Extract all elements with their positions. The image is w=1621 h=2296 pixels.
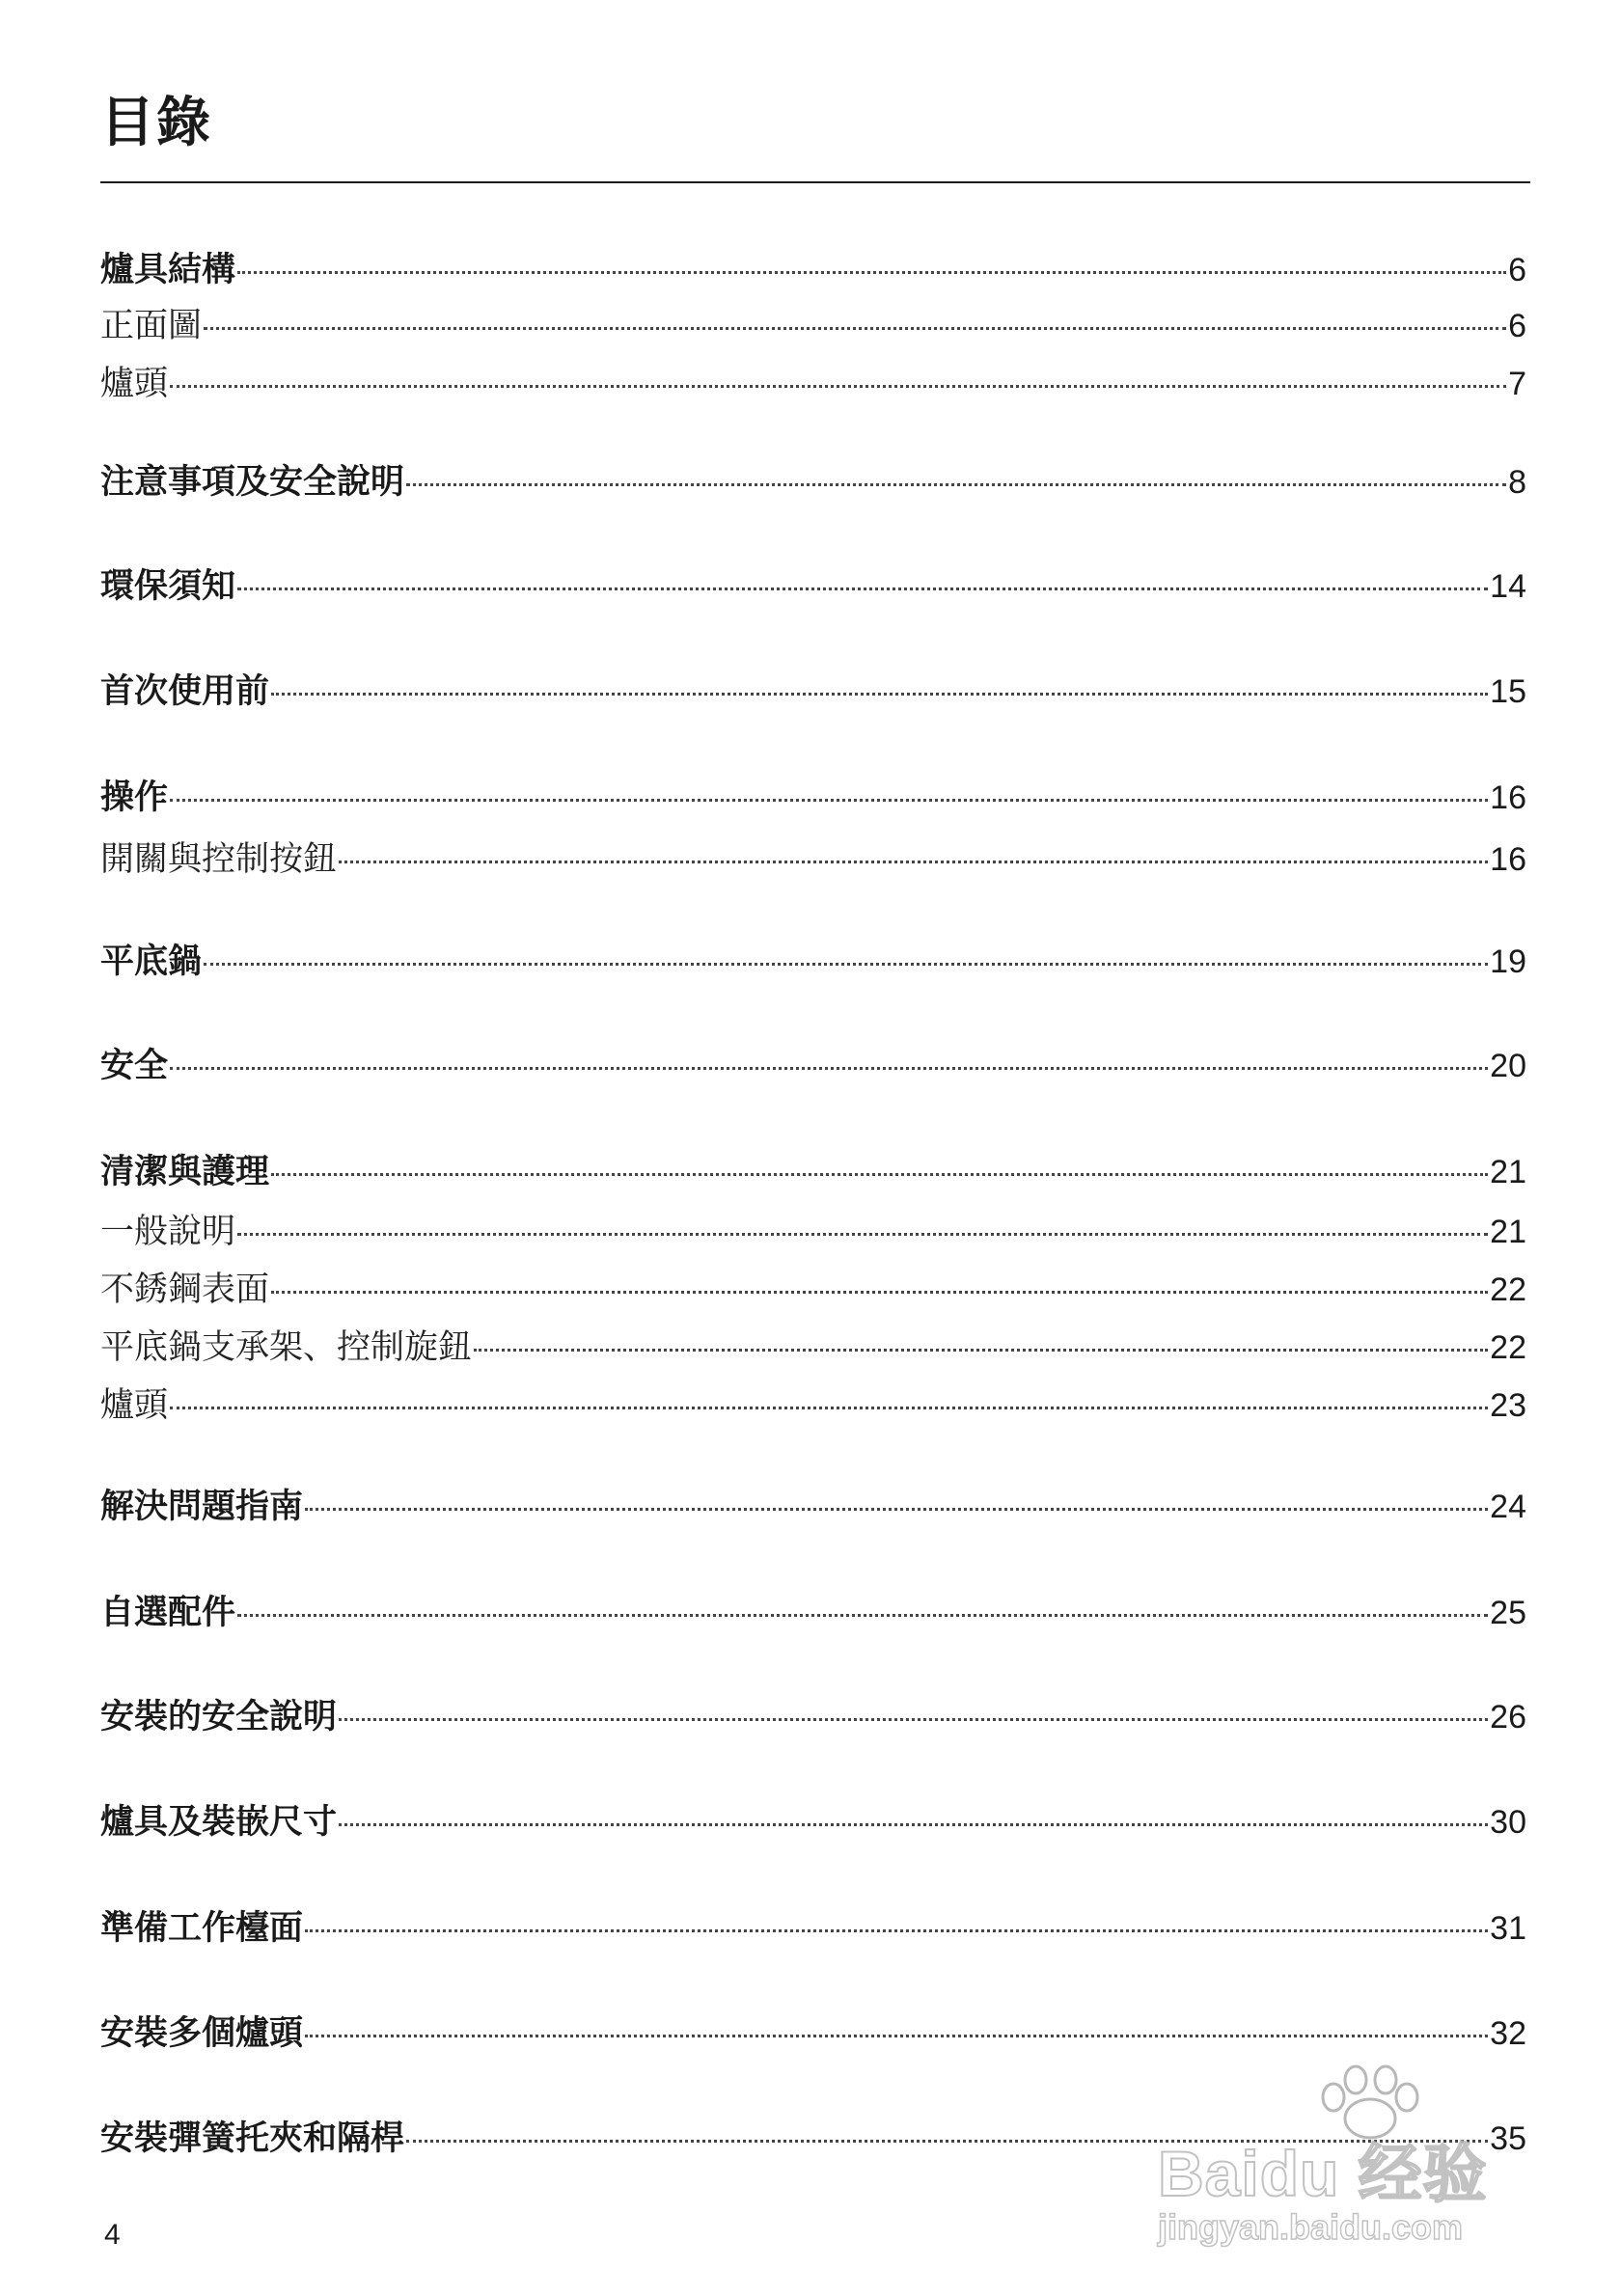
toc-entry-page: 16 (1490, 779, 1526, 816)
toc-entry[interactable] (100, 363, 1526, 405)
toc-entry-page: 6 (1508, 308, 1526, 344)
toc-entry[interactable] (100, 1384, 1526, 1427)
toc-entry-page: 8 (1508, 464, 1526, 501)
toc-entry[interactable] (100, 777, 1526, 819)
toc-entry[interactable] (100, 305, 1526, 347)
toc-dot-leader (474, 1349, 1488, 1352)
toc-entry-label: 首次使用前 (100, 672, 270, 711)
toc-entry-label: 解決問題指南 (100, 1488, 304, 1526)
toc-dot-leader (170, 799, 1488, 802)
toc-entry-label: 安全 (100, 1047, 169, 1085)
toc-entry-label: 爐具及裝嵌尺寸 (100, 1803, 338, 1842)
toc-dot-leader (271, 1291, 1488, 1294)
toc-entry-label: 一般說明 (100, 1213, 236, 1251)
page-title: 目錄 (100, 92, 212, 154)
toc-entry[interactable] (100, 1151, 1526, 1193)
toc-entry-label: 安裝多個爐頭 (100, 2014, 304, 2053)
toc-entry[interactable] (100, 2012, 1526, 2055)
toc-entry-label: 爐頭 (100, 365, 169, 403)
toc-entry-page: 6 (1508, 252, 1526, 288)
toc-entry[interactable] (100, 461, 1526, 504)
toc-entry-page: 7 (1508, 366, 1526, 402)
toc-entry-page: 20 (1490, 1048, 1526, 1084)
toc-dot-leader (237, 588, 1488, 590)
toc-entry-label: 正面圖 (100, 307, 203, 345)
toc-entry-label: 自選配件 (100, 1594, 236, 1632)
toc-dot-leader (305, 1508, 1488, 1511)
toc-entry-label: 操作 (100, 779, 169, 817)
toc-entry-label: 開關與控制按鈕 (100, 840, 338, 879)
toc-entry[interactable] (100, 565, 1526, 608)
toc-dot-leader (305, 2035, 1488, 2037)
toc-entry-page: 35 (1490, 2120, 1526, 2157)
toc-entry-page: 15 (1490, 673, 1526, 710)
toc-entry-page: 21 (1490, 1154, 1526, 1190)
toc-dot-leader (339, 1718, 1488, 1721)
toc-dot-leader (271, 693, 1488, 696)
toc-entry-label: 安裝的安全說明 (100, 1698, 338, 1736)
toc-entry[interactable] (100, 1211, 1526, 1253)
toc-dot-leader (339, 1823, 1488, 1826)
toc-entry-label: 清潔與護理 (100, 1153, 270, 1191)
toc-dot-leader (406, 483, 1506, 486)
toc-entry-label: 準備工作檯面 (100, 1909, 304, 1948)
toc-entry-label: 安裝彈簧托夾和隔桿 (100, 2119, 405, 2158)
toc-entry[interactable] (100, 1801, 1526, 1844)
toc-entry-page: 26 (1490, 1699, 1526, 1736)
toc-dot-leader (204, 327, 1506, 330)
toc-dot-leader (271, 1173, 1488, 1176)
toc-entry-label: 爐頭 (100, 1386, 169, 1425)
toc-entry-page: 30 (1490, 1804, 1526, 1841)
toc-dot-leader (237, 1233, 1488, 1236)
toc-entry-label: 爐具結構 (100, 251, 236, 289)
toc-entry-page: 22 (1490, 1271, 1526, 1308)
toc-dot-leader (237, 271, 1506, 274)
watermark (1158, 2064, 1544, 2257)
toc-entry[interactable] (100, 2118, 1526, 2160)
toc-entry[interactable] (100, 1269, 1526, 1311)
toc-entry-label: 不銹鋼表面 (100, 1271, 270, 1309)
toc-entry-page: 22 (1490, 1329, 1526, 1366)
toc-entry-page: 23 (1490, 1387, 1526, 1424)
toc-entry-page: 25 (1490, 1595, 1526, 1631)
toc-entry-label: 平底鍋 (100, 943, 203, 981)
toc-dot-leader (170, 1067, 1488, 1070)
toc-entry-page: 16 (1490, 841, 1526, 878)
toc-entry[interactable] (100, 1486, 1526, 1528)
toc-entry-label: 環保須知 (100, 567, 236, 606)
page-number: 4 (104, 2219, 121, 2251)
title-divider (100, 181, 1530, 183)
toc-entry-label: 注意事項及安全說明 (100, 463, 405, 502)
toc-entry[interactable] (100, 1696, 1526, 1738)
toc-entry[interactable] (100, 670, 1526, 713)
toc-dot-leader (406, 2140, 1488, 2143)
toc-entry[interactable] (100, 1907, 1526, 1950)
toc-entry[interactable] (100, 838, 1526, 881)
toc-dot-leader (170, 1407, 1488, 1409)
toc-entry[interactable] (100, 941, 1526, 983)
toc-entry-page: 19 (1490, 943, 1526, 980)
toc-entry[interactable] (100, 1326, 1526, 1369)
toc-entry-page: 21 (1490, 1214, 1526, 1250)
toc-dot-leader (170, 385, 1506, 388)
toc-dot-leader (204, 963, 1488, 966)
toc-entry-page: 31 (1490, 1910, 1526, 1947)
watermark-brand: Baidu 经验 (1158, 2138, 1488, 2209)
toc-entry-label: 平底鍋支承架、控制旋鈕 (100, 1328, 473, 1367)
toc-dot-leader (237, 1614, 1488, 1617)
toc-entry[interactable] (100, 1592, 1526, 1634)
toc-entry-page: 14 (1490, 568, 1526, 605)
watermark-url: jingyan.baidu.com (1158, 2207, 1464, 2247)
toc-entry-page: 32 (1490, 2015, 1526, 2052)
toc-dot-leader (305, 1929, 1488, 1932)
toc-entry[interactable] (100, 249, 1526, 291)
toc-entry[interactable] (100, 1045, 1526, 1087)
toc-dot-leader (339, 861, 1488, 863)
toc-entry-page: 24 (1490, 1489, 1526, 1525)
